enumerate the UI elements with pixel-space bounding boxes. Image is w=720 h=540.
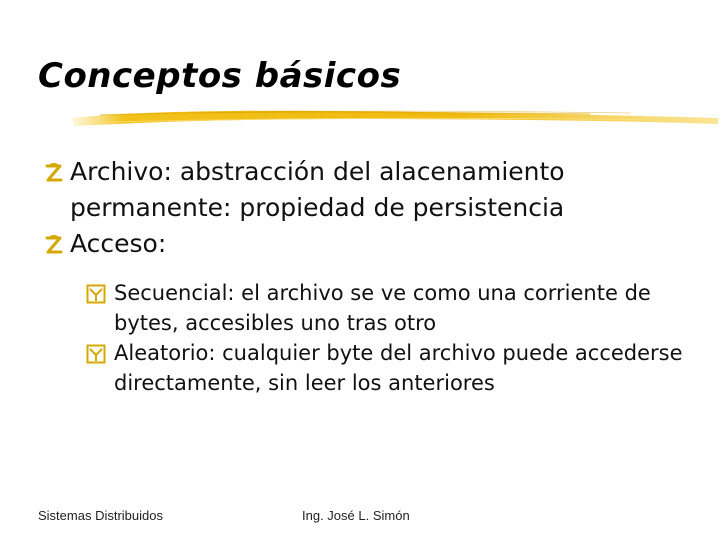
z-bullet-icon <box>44 154 64 194</box>
bullet-text: Archivo: abstracción del alacenamiento permanente: propiedad de persistencia <box>70 157 565 222</box>
bullet-text: Secuencial: el archivo se ve como una corriente de bytes, accesibles uno tras otro <box>114 281 651 335</box>
bullet-item-acceso <box>44 226 704 262</box>
title-underline-brushstroke <box>70 102 720 132</box>
slide-body <box>44 154 704 398</box>
bullet-item-archivo <box>44 154 704 226</box>
footer-center: Ing. José L. Simón <box>302 508 410 523</box>
bullet-text: Aleatorio: cualquier byte del archivo puede accederse directamente, sin leer los anteriores <box>114 341 683 395</box>
z-bullet-icon <box>44 226 64 266</box>
checkbox-bullet-icon <box>86 342 106 372</box>
bullet-text: Acceso: <box>70 229 167 258</box>
footer-left: Sistemas Distribuidos <box>38 508 163 523</box>
bullet-item-aleatorio <box>44 338 704 398</box>
bullet-item-secuencial <box>44 278 704 338</box>
slide-title: Conceptos básicos <box>38 56 402 96</box>
checkbox-bullet-icon <box>86 282 106 312</box>
